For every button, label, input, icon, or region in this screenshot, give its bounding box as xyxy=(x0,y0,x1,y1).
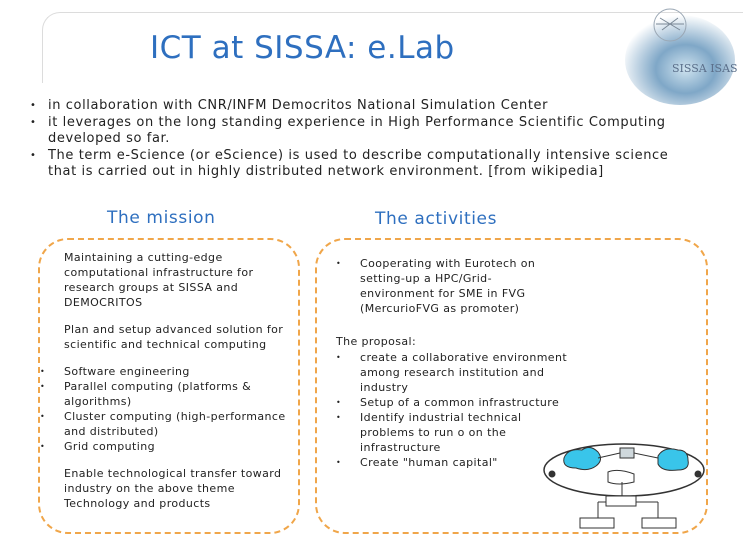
proposal-bullet: • Create "human capital" xyxy=(336,455,576,470)
mission-bullet: • Parallel computing (platforms & algorithms) xyxy=(40,379,295,409)
activities-bullet-list xyxy=(336,256,566,316)
activities-bullet: • Cooperating with Eurotech on setting-up a HPC/Grid-environment for SME in FVG (MercurioFVG as promoter) xyxy=(336,256,566,316)
mission-bullet-list xyxy=(40,364,295,454)
mission-heading: The mission xyxy=(107,208,216,228)
intro-bullet-list xyxy=(30,98,680,181)
proposal-bullet: • Identify industrial technical problems to run o on the infrastructure xyxy=(336,410,576,455)
intro-bullet: • in collaboration with CNR/INFM Democritos National Simulation Center xyxy=(30,98,680,115)
logo-text: SISSA ISAS xyxy=(672,62,738,75)
network-diagram xyxy=(538,438,718,538)
mission-text-1: Maintaining a cutting-edge computational infrastructure for research groups at SISSA and DEMOCRITOS xyxy=(64,251,254,309)
mission-text-2: Plan and setup advanced solution for scientific and technical computing xyxy=(64,323,284,351)
mission-text-3: Enable technological transfer toward industry on the above theme Technology and products xyxy=(64,467,282,510)
mission-bullet: • Cluster computing (high-performance and distributed) xyxy=(40,409,295,439)
proposal-bullet: • create a collaborative environment among research institution and industry xyxy=(336,350,576,395)
activities-heading: The activities xyxy=(375,209,498,229)
slide-title: ICT at SISSA: e.Lab xyxy=(150,30,455,66)
proposal-bullet: • Setup of a common infrastructure xyxy=(336,395,576,410)
mission-bullet: • Software engineering xyxy=(40,364,295,379)
proposal-label: The proposal: xyxy=(336,335,417,348)
intro-bullet: • it leverages on the long standing experience in High Performance Scientific Computing developed so far. xyxy=(30,115,680,148)
mission-bullet: • Grid computing xyxy=(40,439,295,454)
intro-bullet: • The term e-Science (or eScience) is used to describe computationally intensive science that is carried out in highly distributed network environment. [from wikipedia] xyxy=(30,148,680,181)
sissa-logo xyxy=(600,0,738,105)
